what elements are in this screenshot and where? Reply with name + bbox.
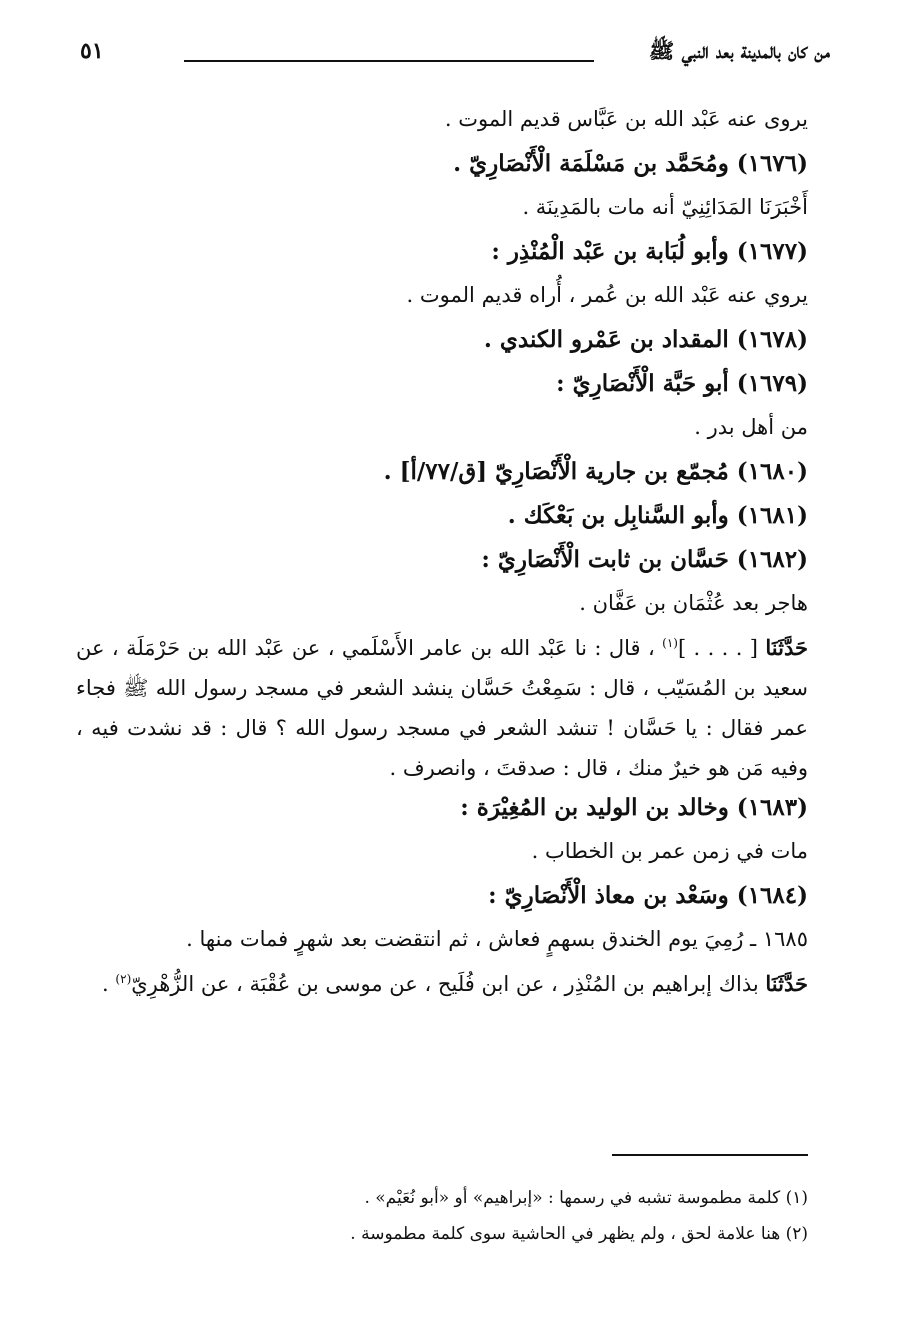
entry-heading: (١٦٨٢) حَسَّان بن ثابت الْأَنْصَارِيّ : bbox=[481, 546, 808, 573]
entry-heading: (١٦٧٩) أبو حَبَّة الْأَنْصَارِيّ : bbox=[556, 370, 808, 397]
entry-heading: (١٦٧٧) وأبو لُبَابة بن عَبْد الْمُنْذِر : bbox=[491, 238, 808, 265]
text-line: من أهل بدر . bbox=[694, 415, 808, 439]
paragraph-text: بذاك إبراهيم بن المُنْذِر ، عن ابن فُلَيح ، عن موسى بن عُقْبَة ، عن الزُّهْرِيّ bbox=[131, 972, 759, 996]
paragraph-text: ، قال : نا عَبْد الله بن عامر الأَسْلَمي ، عن عَبْد الله بن حَرْمَلَة ، عن سعيد بن المُسَيّب ، قال : سَمِعْتُ حَسَّان ينشد الشعر في مسجد رسول الله ﷺ فجاء عمر فقال : يا حَسَّان ! تنشد الشعر في مسجد رسول الله ؟ قال : قد نشدت فيه ، وفيه مَن هو خيرٌ منك ، قال : صدقتَ ، وانصرف . bbox=[76, 636, 808, 780]
narration-lead: حَدَّثَنَا bbox=[765, 971, 808, 996]
page-number: ٥١ bbox=[80, 38, 104, 64]
text-line: هاجر بعد عُثْمَان بن عَفَّان . bbox=[579, 591, 808, 615]
page-body bbox=[76, 100, 808, 1008]
footnotes bbox=[76, 1180, 808, 1252]
entry-heading: (١٦٨٠) مُجمّع بن جارية الْأَنْصَارِيّ [ق/٧٧/أ] . bbox=[383, 458, 808, 485]
text-line: مات في زمن عمر بن الخطاب . bbox=[531, 839, 808, 863]
running-title: من كان بالمدينة بعد النبي ﷺ bbox=[648, 38, 830, 63]
text-line: أَخْبَرَنَا المَدَائِنِيّ أنه مات بالمَدِينَة . bbox=[522, 195, 808, 219]
text-line: يروى عنه عَبْد الله بن عَبَّاس قديم الموت . bbox=[444, 107, 808, 131]
header-rule bbox=[184, 60, 594, 62]
narration-lead: حَدَّثَنَا bbox=[765, 635, 808, 660]
page-header bbox=[80, 38, 830, 78]
entry-heading: (١٦٧٦) ومُحَمَّد بن مَسْلَمَة الْأَنْصَارِيّ . bbox=[453, 150, 808, 177]
footnote-1: (١) كلمة مطموسة تشبه في رسمها : «إبراهيم» أو «أبو نُعَيْم» . bbox=[364, 1188, 808, 1208]
footnote-ref: (١) bbox=[662, 636, 678, 650]
text-line: ١٦٨٥ ـ رُمِيَ يوم الخندق بسهمٍ فعاش ، ثم انتقضت بعد شهرٍ فمات منها . bbox=[186, 927, 808, 951]
entry-heading: (١٦٨٤) وسَعْد بن معاذ الْأَنْصَارِيّ : bbox=[488, 882, 808, 909]
footnote-ref: (٢) bbox=[115, 972, 132, 986]
footnote-2: (٢) هنا علامة لحق ، ولم يظهر في الحاشية سوى كلمة مطموسة . bbox=[350, 1224, 808, 1244]
hadith-paragraph bbox=[76, 628, 808, 788]
entry-heading: (١٦٨٣) وخالد بن الوليد بن المُغِيْرَة : bbox=[460, 794, 808, 821]
entry-heading: (١٦٧٨) المقداد بن عَمْرو الكندي . bbox=[483, 326, 808, 353]
text-line: يروي عنه عَبْد الله بن عُمر ، أُراه قديم الموت . bbox=[406, 283, 808, 307]
narration-line bbox=[76, 964, 808, 1008]
sentence-end: . bbox=[102, 972, 109, 996]
lacuna-bracket: [ . . . . ] bbox=[677, 636, 758, 660]
footnote-rule bbox=[612, 1154, 808, 1156]
entry-heading: (١٦٨١) وأبو السَّنابِل بن بَعْكَك . bbox=[507, 502, 808, 529]
